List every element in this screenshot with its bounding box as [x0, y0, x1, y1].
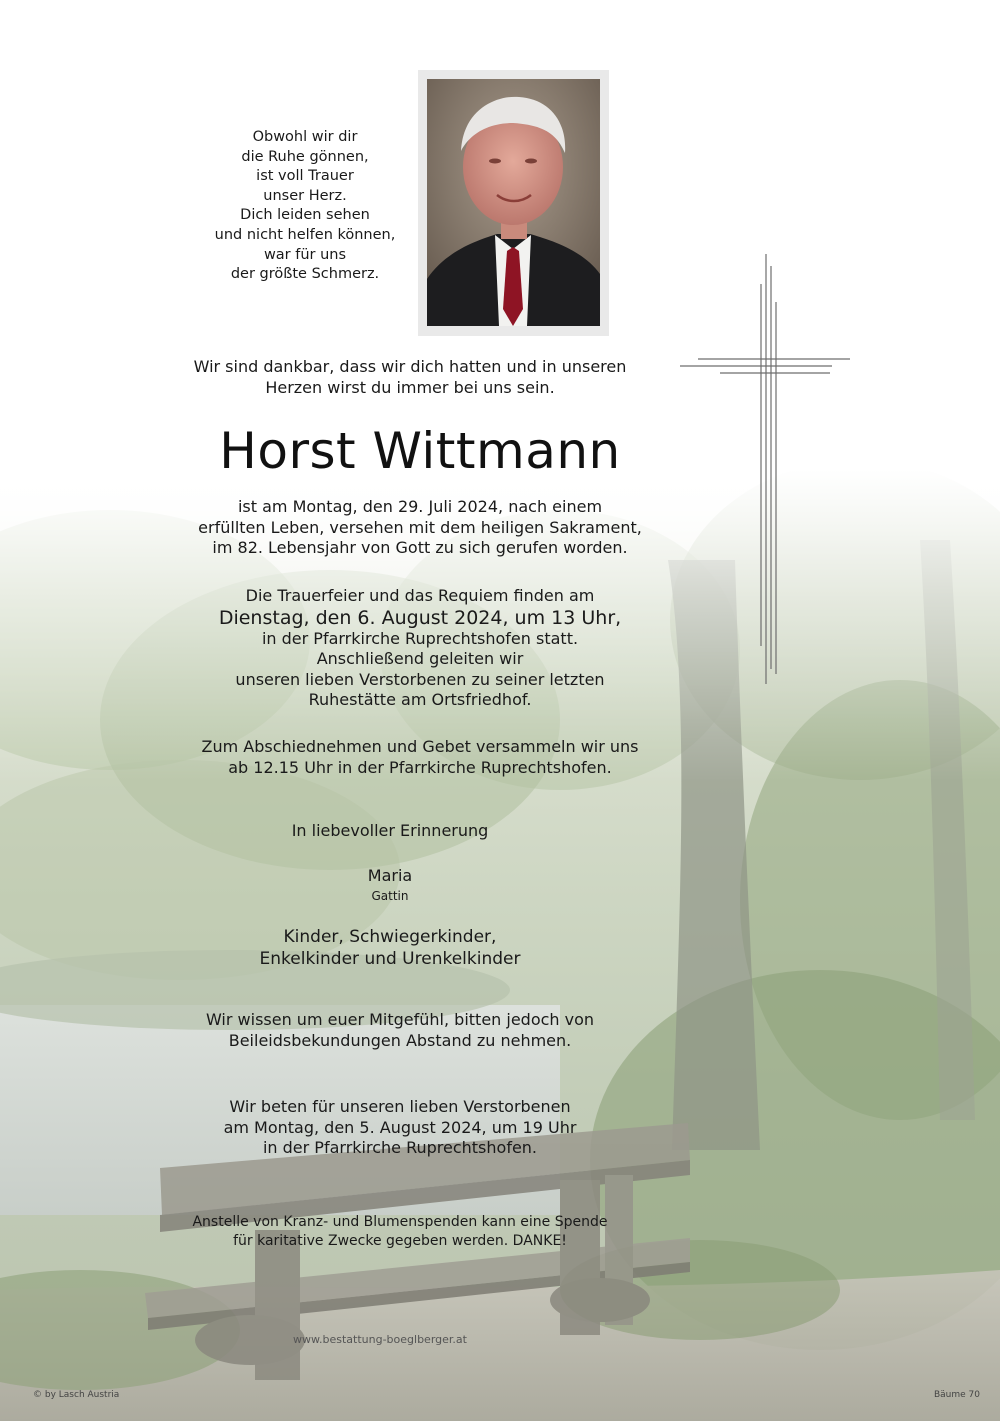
portrait-photo [427, 79, 600, 326]
copyright-text: by Lasch Austria [44, 1390, 120, 1400]
funeral-line: in der Pfarrkirche Ruprechtshofen statt. [261, 628, 579, 648]
prayer-text [120, 1097, 680, 1159]
donation-line: für karitative Zwecke gegeben werden. DANKE! [233, 1233, 567, 1249]
funeral-details [120, 586, 720, 711]
poem-line: Obwohl wir dir [252, 129, 358, 145]
funeral-line: Anschließend geleiten wir [316, 649, 524, 668]
gratitude-text [150, 357, 670, 398]
website-link[interactable]: www.bestattung-boeglberger.at [293, 1333, 467, 1346]
family-members [170, 926, 610, 970]
copyright-icon: © [33, 1390, 42, 1400]
farewell-text [120, 737, 720, 778]
poem-line: Dich leiden sehen [240, 207, 370, 224]
funeral-line: unseren lieben Verstorbenen zu seiner letzten [235, 669, 605, 689]
memory-heading: In liebevoller Erinnerung [291, 821, 489, 840]
poem [180, 128, 430, 285]
funeral-intro: Die Trauerfeier und das Requiem finden am [245, 586, 595, 605]
spouse-role: Gattin [371, 889, 409, 903]
poem-line: war für uns [263, 246, 347, 263]
funeral-date: Dienstag, den 6. August 2024, um 13 Uhr, [218, 606, 622, 629]
poem-line: unser Herz. [263, 187, 347, 204]
farewell-line: ab 12.15 Uhr in der Pfarrkirche Ruprechtshofen. [228, 757, 612, 777]
portrait-frame [418, 70, 609, 336]
poem-line: ist voll Trauer [256, 168, 354, 185]
gratitude-line: Wir sind dankbar, dass wir dich hatten und in unseren [193, 357, 627, 376]
prayer-line: Wir beten für unseren lieben Verstorbenen [229, 1097, 571, 1116]
donation-line: Anstelle von Kranz- und Blumenspenden kann eine Spende [192, 1214, 608, 1230]
death-notice-line: erfüllten Leben, versehen mit dem heiligen Sakrament, [198, 517, 642, 537]
poem-line: der größte Schmerz. [230, 266, 380, 283]
copyright-notice [33, 1389, 119, 1401]
funeral-line: Ruhestätte am Ortsfriedhof. [308, 690, 532, 709]
condolences-text [120, 1010, 680, 1051]
poem-line: die Ruhe gönnen, [241, 148, 369, 165]
prayer-line: in der Pfarrkirche Ruprechtshofen. [262, 1138, 538, 1157]
deceased-name: Horst Wittmann [219, 422, 621, 480]
death-notice [120, 497, 720, 559]
death-notice-line: ist am Montag, den 29. Juli 2024, nach einem [237, 497, 603, 516]
poem-line: und nicht helfen können, [214, 226, 396, 243]
condolences-line: Beileidsbekundungen Abstand zu nehmen. [228, 1030, 572, 1050]
death-notice-line: im 82. Lebensjahr von Gott zu sich gerufen worden. [212, 538, 628, 557]
condolences-line: Wir wissen um euer Mitgefühl, bitten jedoch von [205, 1010, 595, 1029]
donation-text [120, 1213, 680, 1251]
template-code: Bäume 70 [933, 1390, 980, 1400]
family-line: Kinder, Schwiegerkinder, [283, 927, 497, 947]
farewell-line: Zum Abschiednehmen und Gebet versammeln wir uns [201, 737, 639, 756]
family-line: Enkelkinder und Urenkelkinder [259, 949, 521, 969]
spouse-name: Maria [367, 866, 413, 885]
gratitude-line: Herzen wirst du immer bei uns sein. [265, 377, 555, 397]
prayer-line: am Montag, den 5. August 2024, um 19 Uhr [223, 1117, 577, 1137]
